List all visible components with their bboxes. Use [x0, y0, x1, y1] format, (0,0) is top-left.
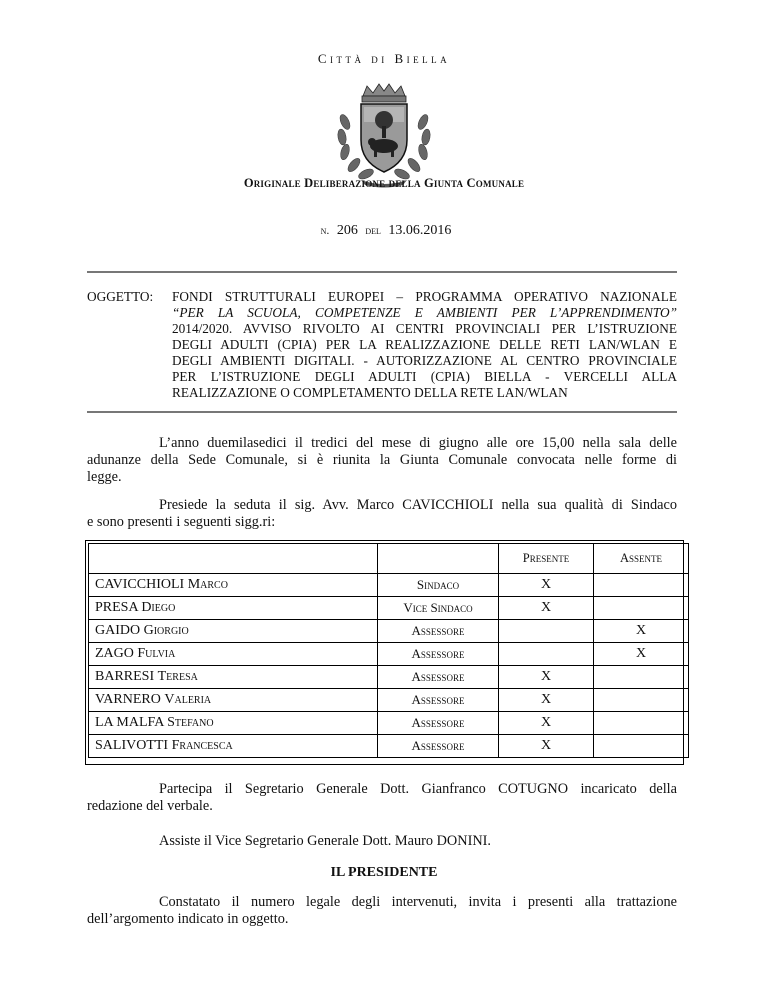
deliberation-title: Originale Deliberazione della Giunta Comunale: [243, 176, 525, 190]
present-mark: X: [499, 597, 594, 620]
header-absent: Assente: [594, 544, 689, 574]
member-surname: GAIDO: [95, 623, 141, 638]
table-row: [89, 689, 689, 712]
table-row: [89, 620, 689, 643]
member-first-name: Diego: [141, 600, 176, 615]
member-first-name: Francesca: [171, 738, 233, 753]
table-row: [89, 597, 689, 620]
member-name: [89, 643, 378, 666]
member-first-name: Marco: [187, 577, 228, 592]
member-first-name: Valeria: [164, 692, 212, 707]
deliberation-number: 206: [336, 223, 358, 238]
member-role: Assessore: [378, 620, 499, 643]
table-row: [89, 712, 689, 735]
oggetto-line: “PER LA SCUOLA, COMPETENZE E AMBIENTI PER L’APPRENDIMENTO”: [172, 305, 677, 320]
oggetto-text: [172, 289, 677, 401]
member-surname: LA MALFA: [95, 715, 164, 730]
member-name: [89, 735, 378, 758]
member-role: Sindaco: [378, 574, 499, 597]
absent-mark: X: [594, 620, 689, 643]
table-row: [89, 574, 689, 597]
member-role: Assessore: [378, 643, 499, 666]
table-row: [89, 666, 689, 689]
member-first-name: Teresa: [157, 669, 198, 684]
paragraph-line: L’anno duemilasedici il tredici del mese di giugno alle ore 15,00 nella sala delle: [159, 435, 677, 451]
header-cell-role: [378, 544, 499, 574]
oggetto-line: DEGLI ADULTI (CPIA) PER LA REALIZZAZIONE DELLE RETI LAN/WLAN E: [172, 337, 677, 352]
member-first-name: Fulvia: [137, 646, 176, 661]
member-name: [89, 620, 378, 643]
present-mark: [499, 620, 594, 643]
divider-top: [87, 271, 677, 273]
present-mark: X: [499, 574, 594, 597]
member-surname: VARNERO: [95, 692, 161, 707]
oggetto-line: DEGLI AMBIENTI DIGITALI. - AUTORIZZAZIONE AL CENTRO PROVINCIALE: [172, 353, 677, 368]
paragraph-line: e sono presenti i seguenti sigg.ri:: [87, 514, 276, 530]
member-first-name: Stefano: [167, 715, 214, 730]
present-mark: X: [499, 735, 594, 758]
member-surname: CAVICCHIOLI: [95, 577, 185, 592]
member-name: [89, 712, 378, 735]
member-surname: BARRESI: [95, 669, 155, 684]
member-surname: PRESA: [95, 600, 138, 615]
oggetto-label: OGGETTO:: [87, 289, 154, 304]
member-role: Vice Sindaco: [378, 597, 499, 620]
present-mark: [499, 643, 594, 666]
number-prefix: n.: [320, 223, 330, 237]
oggetto-line: REALIZZAZIONE O COMPLETAMENTO DELLA RETE LAN/WLAN: [172, 385, 568, 400]
city-crest-icon: [331, 82, 437, 188]
present-mark: X: [499, 712, 594, 735]
member-first-name: Giorgio: [143, 623, 189, 638]
oggetto-line: FONDI STRUTTURALI EUROPEI – PROGRAMMA OPERATIVO NAZIONALE: [172, 289, 677, 304]
vice-secretary-paragraph: [87, 833, 677, 850]
oggetto-line: PER L’ISTRUZIONE DEGLI ADULTI (CPIA) BIELLA - VERCELLI ALLA: [172, 369, 677, 384]
member-role: Assessore: [378, 666, 499, 689]
paragraph-line: Partecipa il Segretario Generale Dott. Gianfranco COTUGNO incaricato della: [159, 781, 677, 797]
absent-mark: [594, 712, 689, 735]
attendance-table: [88, 543, 689, 758]
date-prefix: del: [365, 223, 381, 237]
oggetto-line: 2014/2020. AVVISO RIVOLTO AI CENTRI PROVINCIALI PER L’ISTRUZIONE: [172, 321, 677, 336]
member-surname: ZAGO: [95, 646, 134, 661]
absent-mark: X: [594, 643, 689, 666]
paragraph-line: dell’argomento indicato in oggetto.: [87, 911, 289, 927]
member-name: [89, 597, 378, 620]
absent-mark: [594, 574, 689, 597]
paragraph-line: Presiede la seduta il sig. Avv. Marco CAVICCHIOLI nella sua qualità di Sindaco: [159, 497, 677, 513]
presidency-paragraph: [87, 497, 677, 531]
member-name: [89, 666, 378, 689]
deliberation-date: 13.06.2016: [388, 223, 452, 238]
header-cell-name: [89, 544, 378, 574]
present-mark: X: [499, 689, 594, 712]
paragraph-line: Assiste il Vice Segretario Generale Dott. Mauro DONINI.: [159, 833, 491, 849]
president-heading: IL PRESIDENTE: [330, 865, 438, 880]
absent-mark: [594, 689, 689, 712]
paragraph-line: legge.: [87, 469, 122, 485]
member-role: Assessore: [378, 689, 499, 712]
deliberation-number-line: [0, 223, 768, 239]
member-name: [89, 689, 378, 712]
absent-mark: [594, 735, 689, 758]
member-role: Assessore: [378, 735, 499, 758]
table-row: [89, 643, 689, 666]
header-present: Presente: [499, 544, 594, 574]
paragraph-line: Constatato il numero legale degli intervenuti, invita i presenti alla trattazione: [159, 894, 677, 910]
secretary-paragraph: [87, 781, 677, 815]
paragraph-line: adunanze della Sede Comunale, si è riunita la Giunta Comunale convocata nelle forme di: [87, 452, 677, 468]
absent-mark: [594, 597, 689, 620]
city-name: Città di Biella: [317, 51, 451, 66]
intro-paragraph: [87, 435, 677, 486]
table-header-row: [89, 544, 689, 574]
member-role: Assessore: [378, 712, 499, 735]
absent-mark: [594, 666, 689, 689]
paragraph-line: redazione del verbale.: [87, 798, 213, 814]
present-mark: X: [499, 666, 594, 689]
member-name: [89, 574, 378, 597]
quorum-paragraph: [87, 894, 677, 928]
member-surname: SALIVOTTI: [95, 738, 169, 753]
divider-bottom: [87, 411, 677, 413]
table-row: [89, 735, 689, 758]
